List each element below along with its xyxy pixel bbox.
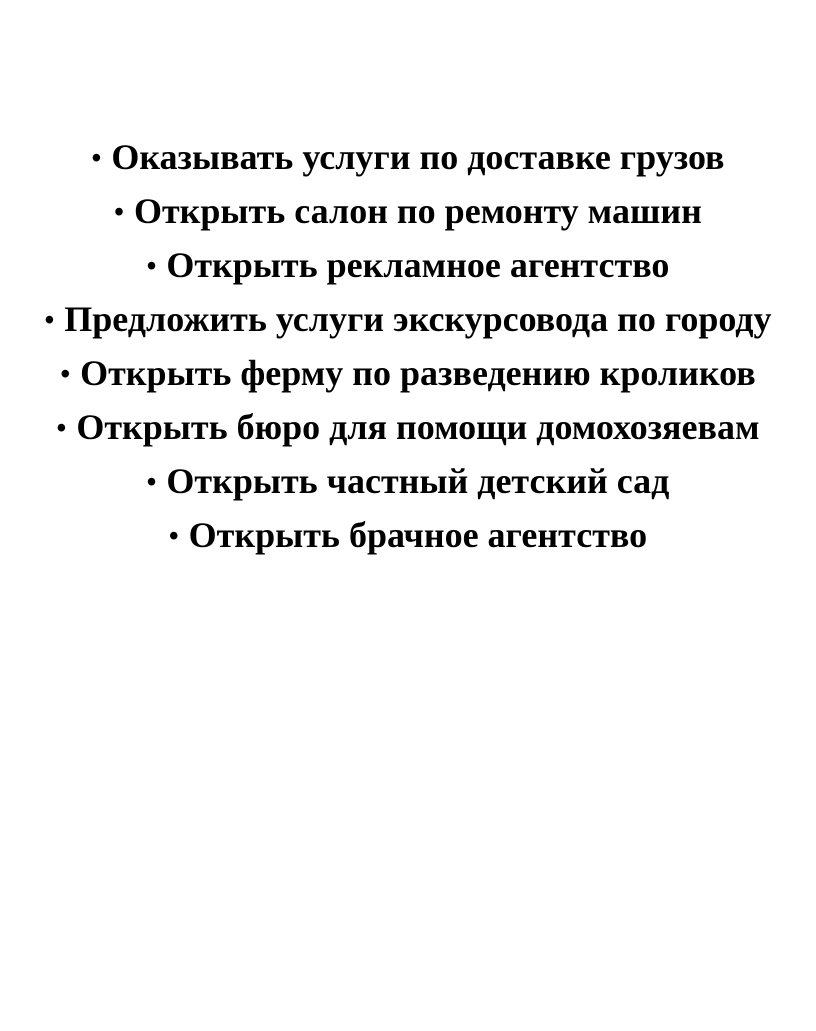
list-item-text: Оказывать услуги по доставке грузов: [111, 137, 725, 177]
list-item-text: Открыть рекламное агентство: [166, 245, 670, 285]
list-item: [20, 293, 796, 347]
bullet-icon: •: [146, 251, 157, 282]
list-item-text: Открыть ферму по разведению кроликов: [80, 353, 756, 393]
bullet-icon: •: [60, 359, 71, 390]
list-item: [20, 455, 796, 509]
list-item-text: Открыть бюро для помощи домохозяевам: [76, 407, 760, 447]
list-item-text: Открыть частный детский сад: [166, 461, 670, 501]
bullet-icon: •: [146, 467, 157, 498]
list-item-text: Открыть салон по ремонту машин: [133, 191, 702, 231]
bullet-icon: •: [56, 413, 67, 444]
list-item-text: Предложить услуги экскурсовода по городу: [64, 299, 772, 339]
bullet-icon: •: [114, 197, 124, 228]
list-item: [20, 347, 796, 401]
list-item-text: Открыть брачное агентство: [188, 515, 648, 555]
list-item: [20, 401, 796, 455]
bullet-icon: •: [168, 521, 179, 552]
bullet-icon: •: [91, 143, 102, 174]
business-ideas-list: [20, 131, 796, 563]
list-item: [20, 131, 796, 185]
bullet-icon: •: [44, 305, 55, 336]
list-item: [20, 239, 796, 293]
list-item: [20, 185, 796, 239]
list-item: [20, 509, 796, 563]
